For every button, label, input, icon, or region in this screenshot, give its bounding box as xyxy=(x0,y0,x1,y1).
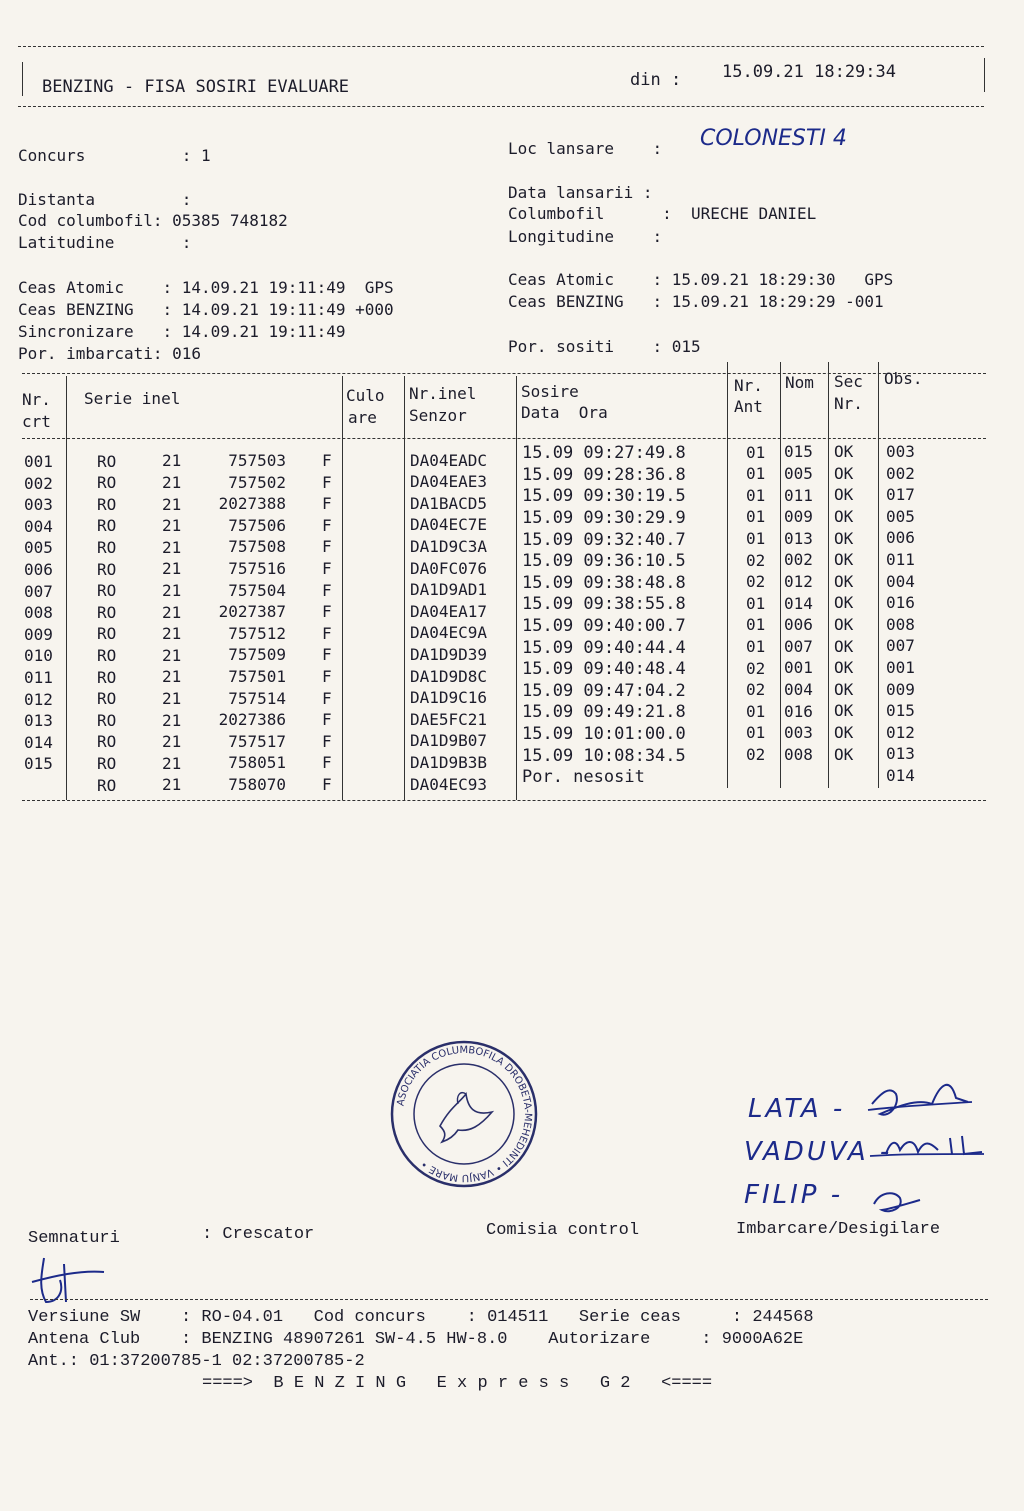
footer-line-2: Antena Club : BENZING 48907261 SW-4.5 HW-8.0 Autorizare : 9000A62E xyxy=(28,1330,804,1349)
table-cell-sec: OK xyxy=(834,723,854,743)
table-cell-ant: 01 xyxy=(746,701,766,721)
table-cell-senzor: DA04EADC xyxy=(410,450,488,470)
table-cell-senzor: DA04EC9A xyxy=(410,623,488,643)
stamp-seal xyxy=(388,1038,540,1190)
table-cell-sec: OK xyxy=(834,507,854,527)
table-cell-nr: 011 xyxy=(24,667,53,687)
table-cell-nom: 009 xyxy=(784,507,813,527)
th-sec-nr: Nr. xyxy=(834,394,863,413)
table-cell-tara: RO xyxy=(97,775,117,795)
th-ant: Ant xyxy=(734,397,763,416)
col-sep-6 xyxy=(780,362,781,788)
info-data-lansarii: Data lansarii : xyxy=(508,183,653,202)
table-cell-sex: F xyxy=(322,731,332,751)
table-cell-ant: 01 xyxy=(746,723,766,743)
table-cell-nr: 013 xyxy=(24,711,53,731)
table-cell-sosire: 15.09 09:47:04.2 xyxy=(522,680,686,701)
table-cell-tara: RO xyxy=(97,646,117,666)
table-cell-obs: 002 xyxy=(886,463,915,483)
table-cell-obs: 012 xyxy=(886,722,915,742)
table-cell-nom: 012 xyxy=(784,571,813,591)
table-cell-nom: 011 xyxy=(784,485,813,505)
table-cell-inel: 757501 xyxy=(228,667,286,687)
table-cell-senzor: DA04EC93 xyxy=(410,774,488,794)
table-cell-tara: RO xyxy=(97,538,117,558)
document-title: BENZING - FISA SOSIRI EVALUARE xyxy=(42,77,350,97)
table-cell-sec: OK xyxy=(834,463,854,483)
table-cell-ant: 01 xyxy=(746,528,766,548)
table-cell-sec: OK xyxy=(834,701,854,721)
table-cell-nom: 014 xyxy=(784,593,813,613)
table-cell-sex: F xyxy=(322,710,332,730)
col-sep-8 xyxy=(878,362,879,788)
table-cell-nr: 001 xyxy=(24,451,53,471)
handwritten-signatures xyxy=(860,1064,1020,1234)
info-sincronizare: Sincronizare : 14.09.21 19:11:49 xyxy=(18,322,346,341)
table-cell-sec: OK xyxy=(834,571,854,591)
table-cell-ant: 01 xyxy=(746,615,766,635)
table-cell-obs: 007 xyxy=(886,636,915,656)
table-cell-an: 21 xyxy=(162,602,182,622)
table-cell-an: 21 xyxy=(162,451,182,471)
table-cell-an: 21 xyxy=(162,494,182,514)
info-latitudine: Latitudine : xyxy=(18,233,192,252)
table-cell-nr: 004 xyxy=(24,516,53,536)
th-data-ora: Data Ora xyxy=(521,403,608,422)
table-cell-tara: RO xyxy=(97,451,117,471)
table-cell-obs: 014 xyxy=(886,766,915,786)
table-cell-obs: 015 xyxy=(886,701,915,721)
table-cell-senzor: DA1D9C16 xyxy=(410,688,488,708)
info-longitudine: Longitudine : xyxy=(508,227,663,246)
header-border-right xyxy=(984,58,985,92)
table-cell-ant: 01 xyxy=(746,464,766,484)
table-cell-sex: F xyxy=(322,645,332,665)
table-cell-obs: 005 xyxy=(886,506,915,526)
table-cell-sosire: 15.09 10:08:34.5 xyxy=(522,745,686,766)
table-cell-sosire: 15.09 09:38:48.8 xyxy=(522,572,686,593)
signatures-crescator: : Crescator xyxy=(202,1225,315,1244)
footer-line-1: Versiune SW : RO-04.01 Cod concurs : 014511 Serie ceas : 244568 xyxy=(28,1308,814,1327)
table-cell-sec: OK xyxy=(834,636,854,656)
table-cell-sex: F xyxy=(322,753,332,773)
svg-text:ASOCIATIA COLUMBOFILA DROBETA- xyxy=(396,1045,534,1183)
table-cell-inel: 758070 xyxy=(228,775,286,795)
info-ceas-benzing-right: Ceas BENZING : 15.09.21 18:29:29 -001 xyxy=(508,292,884,311)
table-cell-sex: F xyxy=(322,623,332,643)
table-cell-an: 21 xyxy=(162,645,182,665)
table-cell-senzor: DA1BACD5 xyxy=(410,493,488,513)
col-sep-4 xyxy=(516,376,517,800)
table-cell-ant: 02 xyxy=(746,744,766,764)
table-cell-sosire: 15.09 09:30:29.9 xyxy=(522,508,686,529)
table-cell-inel: 757514 xyxy=(228,688,286,708)
table-cell-nom: 006 xyxy=(784,615,813,635)
table-cell-tara: RO xyxy=(97,581,117,601)
th-nr-inel: Nr.inel xyxy=(409,384,477,403)
header-border-top xyxy=(18,46,984,47)
info-ceas-atomic-right: Ceas Atomic : 15.09.21 18:29:30 GPS xyxy=(508,270,894,289)
table-cell-sex: F xyxy=(322,450,332,470)
table-cell-senzor: DA1D9B3B xyxy=(410,753,488,773)
table-cell-nom: 003 xyxy=(784,723,813,743)
table-cell-nr: 003 xyxy=(24,495,53,515)
table-cell-sosire: 15.09 09:38:55.8 xyxy=(522,594,686,615)
table-cell-nom: 016 xyxy=(784,701,813,721)
table-cell-an: 21 xyxy=(162,710,182,730)
table-cell-sec: OK xyxy=(834,658,854,678)
table-cell-nom: 005 xyxy=(784,463,813,483)
crescator-signature xyxy=(24,1252,114,1312)
th-nom: Nom xyxy=(785,373,814,392)
table-cell-nr: 007 xyxy=(24,581,53,601)
th-senzor: Senzor xyxy=(409,406,467,425)
table-cell-sec: OK xyxy=(834,442,854,462)
header-din-value: 15.09.21 18:29:34 xyxy=(722,62,896,82)
info-loc-lansare: Loc lansare : xyxy=(508,139,663,158)
table-cell-an: 21 xyxy=(162,581,182,601)
table-cell-nom: 007 xyxy=(784,636,813,656)
table-cell-ant: 01 xyxy=(746,485,766,505)
th-serie-inel: Serie inel xyxy=(84,389,181,408)
table-cell-obs: 017 xyxy=(886,485,915,505)
table-cell-an: 21 xyxy=(162,667,182,687)
table-cell-sex: F xyxy=(322,515,332,535)
table-cell-sex: F xyxy=(322,688,332,708)
table-cell-nom: 004 xyxy=(784,679,813,699)
table-cell-tara: RO xyxy=(97,559,117,579)
table-cell-sosire: 15.09 09:27:49.8 xyxy=(522,443,686,464)
table-cell-an: 21 xyxy=(162,473,182,493)
table-cell-senzor: DA1D9AD1 xyxy=(410,580,488,600)
table-cell-sec: OK xyxy=(834,679,854,699)
table-cell-an: 21 xyxy=(162,624,182,644)
signatures-imbarcare: Imbarcare/Desigilare xyxy=(736,1220,941,1239)
table-cell-obs: 001 xyxy=(886,658,915,678)
table-cell-senzor: DA1D9D8C xyxy=(410,666,488,686)
table-cell-inel: 2027386 xyxy=(218,710,286,730)
footer-line-3: Ant.: 01:37200785-1 02:37200785-2 xyxy=(28,1352,365,1371)
th-obs: Obs. xyxy=(884,369,923,388)
table-cell-nom: 002 xyxy=(784,550,813,570)
info-distanta: Distanta : xyxy=(18,190,192,209)
table-cell-obs: 016 xyxy=(886,593,915,613)
table-cell-obs: 004 xyxy=(886,571,915,591)
table-cell-inel: 757516 xyxy=(228,559,286,579)
table-cell-sosire: 15.09 09:40:00.7 xyxy=(522,616,686,637)
table-cell-senzor: DA0FC076 xyxy=(410,558,488,578)
table-cell-ant: 02 xyxy=(746,550,766,570)
table-cell-an: 21 xyxy=(162,732,182,752)
table-cell-sosire: 15.09 09:40:48.4 xyxy=(522,659,686,680)
col-sep-3 xyxy=(404,376,405,800)
table-cell-sosire: 15.09 09:40:44.4 xyxy=(522,637,686,658)
table-cell-nr: 015 xyxy=(24,754,53,774)
info-concurs: Concurs : 1 xyxy=(18,146,211,165)
table-cell-inel: 757502 xyxy=(228,472,286,492)
table-cell-inel: 757503 xyxy=(228,451,286,471)
table-cell-senzor: DA1D9C3A xyxy=(410,537,488,557)
table-cell-sosire: 15.09 09:28:36.8 xyxy=(522,464,686,485)
table-cell-inel: 757504 xyxy=(228,580,286,600)
table-cell-sec: OK xyxy=(834,593,854,613)
table-cell-inel: 757509 xyxy=(228,645,286,665)
col-sep-1 xyxy=(66,376,67,800)
table-cell-sosire: 15.09 09:32:40.7 xyxy=(522,529,686,550)
table-cell-an: 21 xyxy=(162,516,182,536)
table-cell-sec: OK xyxy=(834,528,854,548)
table-cell-sex: F xyxy=(322,472,332,492)
table-cell-tara: RO xyxy=(97,689,117,709)
info-ceas-benzing: Ceas BENZING : 14.09.21 19:11:49 +000 xyxy=(18,300,394,319)
th-crt: crt xyxy=(22,412,51,431)
table-cell-inel: 2027388 xyxy=(218,494,286,514)
table-cell-ant: 02 xyxy=(746,572,766,592)
table-cell-an: 21 xyxy=(162,559,182,579)
table-cell-sex: F xyxy=(322,602,332,622)
info-columbofil: Columbofil : URECHE DANIEL xyxy=(508,204,817,223)
table-cell-nr: 010 xyxy=(24,646,53,666)
table-cell-senzor: DA1D9D39 xyxy=(410,645,488,665)
table-cell-tara: RO xyxy=(97,602,117,622)
table-cell-ant: 01 xyxy=(746,507,766,527)
hand-note-vaduva: VADUVA - xyxy=(744,1137,893,1167)
table-cell-an: 21 xyxy=(162,689,182,709)
th-nr-ant: Nr. xyxy=(734,376,763,395)
hand-note-lata: LATA - xyxy=(748,1094,846,1124)
table-cell-senzor: DA1D9B07 xyxy=(410,731,488,751)
table-cell-sosire: 15.09 10:01:00.0 xyxy=(522,724,686,745)
col-sep-2 xyxy=(342,376,343,800)
table-cell-tara: RO xyxy=(97,754,117,774)
header-din-label: din : xyxy=(630,70,682,90)
table-cell-inel: 757512 xyxy=(228,623,286,643)
table-cell-inel: 757506 xyxy=(228,515,286,535)
table-cell-senzor: DA04EA17 xyxy=(410,601,488,621)
table-cell-ant: 01 xyxy=(746,593,766,613)
header-border-left xyxy=(22,62,23,96)
table-cell-senzor: DAE5FC21 xyxy=(410,709,488,729)
table-cell-ant: 02 xyxy=(746,658,766,678)
table-cell-tara: RO xyxy=(97,624,117,644)
table-cell-an: 21 xyxy=(162,537,182,557)
table-cell-sex: F xyxy=(322,537,332,557)
th-culo: Culo xyxy=(346,386,385,405)
footer-line-4: ====> B E N Z I N G E x p r e s s G 2 <==== xyxy=(202,1374,713,1393)
table-cell-sex: F xyxy=(322,558,332,578)
table-cell-sosire: 15.09 09:30:19.5 xyxy=(522,486,686,507)
table-bottom-border xyxy=(22,800,986,801)
table-cell-nr: 008 xyxy=(24,603,53,623)
info-por-imbarcati: Por. imbarcati: 016 xyxy=(18,344,202,363)
table-cell-obs: 006 xyxy=(886,528,915,548)
table-cell-sec: OK xyxy=(834,550,854,570)
table-cell-tara: RO xyxy=(97,710,117,730)
info-loc-lansare-value: COLONESTI 4 xyxy=(700,126,847,151)
table-cell-inel: 757508 xyxy=(228,537,286,557)
table-cell-tara: RO xyxy=(97,516,117,536)
table-cell-tara: RO xyxy=(97,473,117,493)
table-cell-nom: 001 xyxy=(784,658,813,678)
table-cell-ant: 01 xyxy=(746,636,766,656)
table-cell-obs: 013 xyxy=(886,744,915,764)
table-cell-inel: 757517 xyxy=(228,731,286,751)
table-cell-an: 21 xyxy=(162,775,182,795)
table-cell-sosire: 15.09 09:49:21.8 xyxy=(522,702,686,723)
table-cell-sosire: 15.09 09:36:10.5 xyxy=(522,551,686,572)
col-sep-5 xyxy=(727,362,728,788)
table-cell-sec: OK xyxy=(834,744,854,764)
th-are: are xyxy=(348,408,377,427)
table-cell-tara: RO xyxy=(97,667,117,687)
table-cell-ant: 01 xyxy=(746,442,766,462)
table-cell-sec: OK xyxy=(834,485,854,505)
table-cell-nom: 015 xyxy=(784,442,813,462)
table-cell-nom: 013 xyxy=(784,528,813,548)
table-cell-inel: 758051 xyxy=(228,753,286,773)
table-cell-nr: 012 xyxy=(24,689,53,709)
table-cell-obs: 008 xyxy=(886,614,915,634)
table-cell-nom: 008 xyxy=(784,744,813,764)
table-cell-sex: F xyxy=(322,774,332,794)
th-sec: Sec xyxy=(834,372,863,391)
table-cell-nr: 014 xyxy=(24,732,53,752)
table-cell-sex: F xyxy=(322,494,332,514)
table-cell-inel: 2027387 xyxy=(218,602,286,622)
info-ceas-atomic: Ceas Atomic : 14.09.21 19:11:49 GPS xyxy=(18,278,394,297)
th-nr: Nr. xyxy=(22,390,51,409)
signatures-comisia: Comisia control xyxy=(486,1221,640,1240)
info-cod-columbofil: Cod columbofil: 05385 748182 xyxy=(18,211,288,230)
stamp-ring-text: ASOCIATIA COLUMBOFILA DROBETA-MEHEDINTI • VANJU MARE • xyxy=(395,1044,534,1184)
table-cell-senzor: DA04EAE3 xyxy=(410,472,488,492)
table-cell-sex: F xyxy=(322,580,332,600)
th-sosire: Sosire xyxy=(521,382,579,401)
table-cell-obs: 009 xyxy=(886,679,915,699)
table-cell-sex: F xyxy=(322,666,332,686)
table-cell-nr: 005 xyxy=(24,538,53,558)
signatures-label: Semnaturi xyxy=(28,1229,120,1248)
table-cell-nr: 002 xyxy=(24,473,53,493)
table-cell-nr: 006 xyxy=(24,559,53,579)
hand-note-filip: FILIP - xyxy=(744,1180,844,1210)
col-sep-7 xyxy=(828,362,829,788)
table-cell-obs: 003 xyxy=(886,442,915,462)
table-cell-an: 21 xyxy=(162,753,182,773)
footer-separator xyxy=(30,1299,988,1300)
table-cell-obs: 011 xyxy=(886,550,915,570)
table-header-border xyxy=(22,438,986,439)
header-border-bottom xyxy=(18,106,984,107)
table-cell-tara: RO xyxy=(97,494,117,514)
table-cell-ant: 02 xyxy=(746,680,766,700)
table-cell-senzor: DA04EC7E xyxy=(410,515,488,535)
info-por-sositi: Por. sositi : 015 xyxy=(508,337,701,356)
table-cell-nr: 009 xyxy=(24,624,53,644)
table-cell-sec: OK xyxy=(834,615,854,635)
table-cell-sosire: Por. nesosit xyxy=(522,767,645,788)
table-cell-tara: RO xyxy=(97,732,117,752)
